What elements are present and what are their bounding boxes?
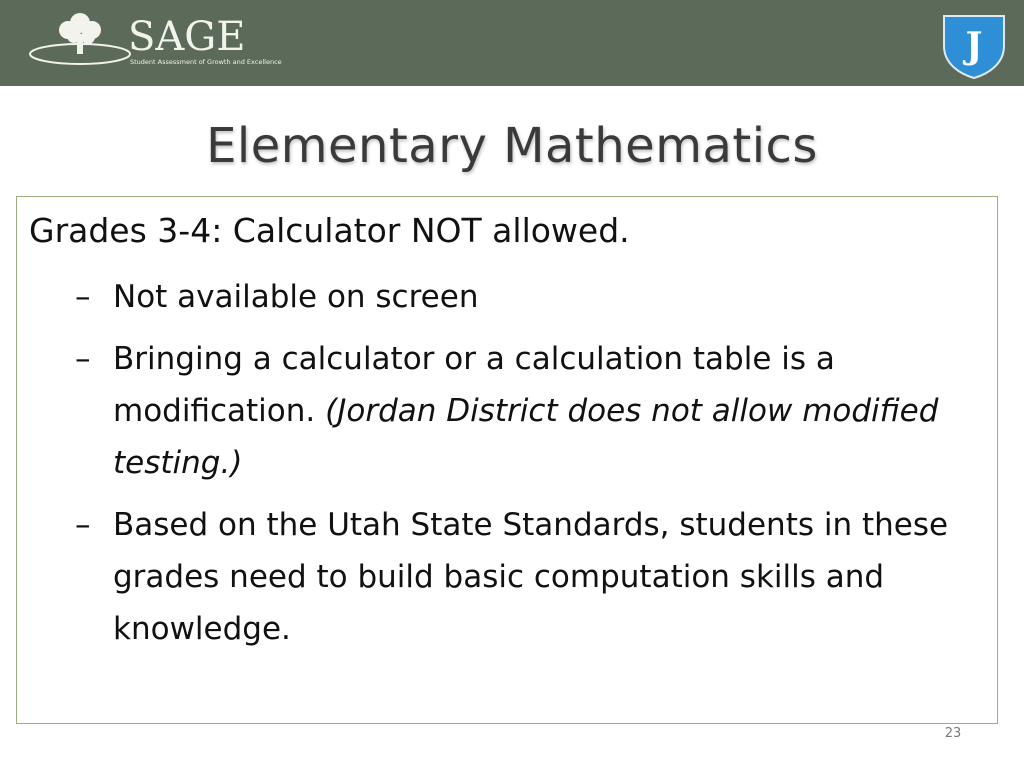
jordan-district-shield-icon xyxy=(940,12,1008,80)
bullet-text: Bringing a calculator or a calculation table is a modification. xyxy=(113,341,835,429)
bullet-italic-note: (Jordan District does not allow modified testing.) xyxy=(113,393,939,481)
sage-logo-tagline: Student Assessment of Growth and Excellence xyxy=(130,58,282,66)
bullet-text: Based on the Utah State Standards, students in these grades need to build basic computation skills and knowledge. xyxy=(113,507,949,647)
bullet-list xyxy=(75,271,955,665)
bullet-item xyxy=(75,499,955,655)
bullet-dash: – xyxy=(75,507,91,543)
content-box xyxy=(16,196,998,724)
bullet-item xyxy=(75,333,955,489)
slide-title: Elementary Mathematics xyxy=(206,118,818,174)
header-banner xyxy=(0,0,1024,86)
sage-logo xyxy=(28,10,298,72)
bullet-dash: – xyxy=(75,341,91,377)
bullet-item xyxy=(75,271,955,323)
bullet-dash: – xyxy=(75,279,91,315)
page-number: 23 xyxy=(944,726,962,741)
tree-icon xyxy=(30,13,130,64)
lead-text: Grades 3-4: Calculator NOT allowed. xyxy=(29,211,630,250)
sage-logo-word: SAGE xyxy=(128,14,246,60)
shield-letter: J xyxy=(965,25,983,67)
bullet-text: Not available on screen xyxy=(113,279,479,315)
